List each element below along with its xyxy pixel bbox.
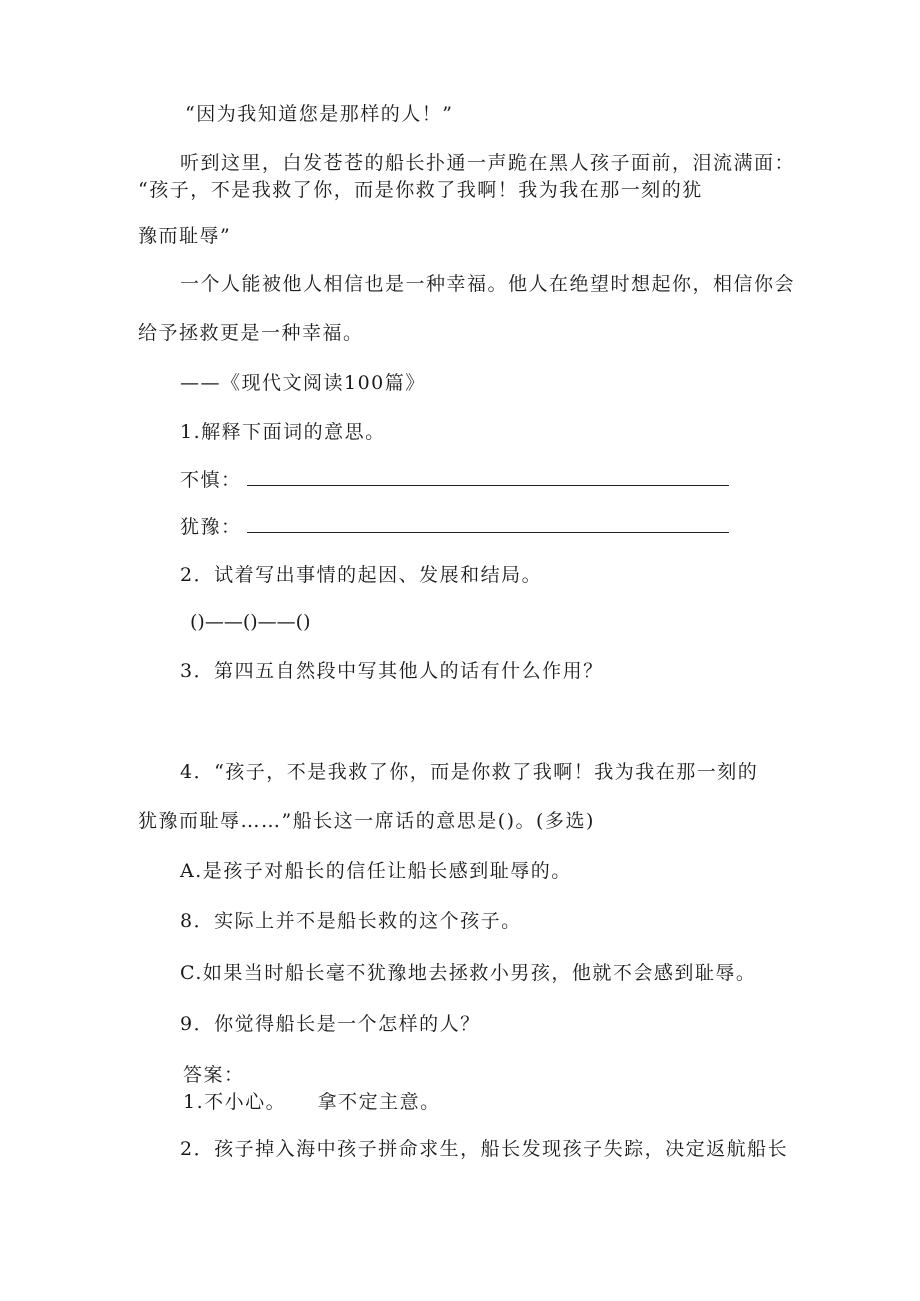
question-1-prompt: 1.解释下面词的意思。 (180, 421, 386, 443)
story-paragraph-captain-line-2: “孩子，不是我救了你，而是你救了我啊！我为我在那一刻的犹 (138, 179, 703, 201)
question-4-prompt-line-2: 犹豫而耻辱……”船长这一席话的意思是()。(多选) (138, 810, 595, 832)
question-4-prompt-line-1: 4．“孩子，不是我救了你，而是你救了我啊！我为我在那一刻的 (180, 761, 759, 783)
question-3-prompt: 3．第四五自然段中写其他人的话有什么作用？ (180, 660, 604, 682)
question-2-prompt: 2．试着写出事情的起因、发展和结局。 (180, 564, 543, 586)
answer-1: 1.不小心。 拿不定主意。 (183, 1091, 441, 1113)
question-4-option-c[interactable]: C.如果当时船长毫不犹豫地去拯救小男孩，他就不会感到耻辱。 (180, 962, 757, 984)
question-4-option-b[interactable]: 8．实际上并不是船长救的这个孩子。 (180, 910, 522, 932)
question-1-word-label-buzhen: 不慎： (180, 469, 242, 491)
question-2-answer-blanks[interactable]: ()——()——() (190, 611, 311, 633)
answer-2: 2．孩子掉入海中孩子拼命求生，船长发现孩子失踪，决定返航船长 (180, 1138, 789, 1160)
question-5-prompt: 9．你觉得船长是一个怎样的人？ (180, 1013, 481, 1035)
story-quote-line: “因为我知道您是那样的人！” (185, 103, 454, 125)
question-1-answer-line-buzhen[interactable] (247, 485, 729, 486)
question-1-answer-line-youyu[interactable] (247, 532, 729, 533)
story-paragraph-captain-line-1: 听到这里，白发苍苍的船长扑通一声跪在黑人孩子面前，泪流满面： (180, 152, 796, 174)
story-paragraph-captain-line-3: 豫而耻辱” (138, 225, 232, 247)
answers-heading: 答案： (183, 1064, 245, 1086)
story-source-citation: ——《现代文阅读100篇》 (180, 372, 426, 394)
story-paragraph-trust-line-1: 一个人能被他人相信也是一种幸福。他人在绝望时想起你，相信你会 (180, 273, 796, 295)
question-4-option-a[interactable]: A.是孩子对船长的信任让船长感到耻辱的。 (180, 860, 572, 882)
question-1-word-label-youyu: 犹豫： (180, 516, 242, 538)
story-paragraph-trust-line-2: 给予拯救更是一种幸福。 (138, 322, 364, 344)
